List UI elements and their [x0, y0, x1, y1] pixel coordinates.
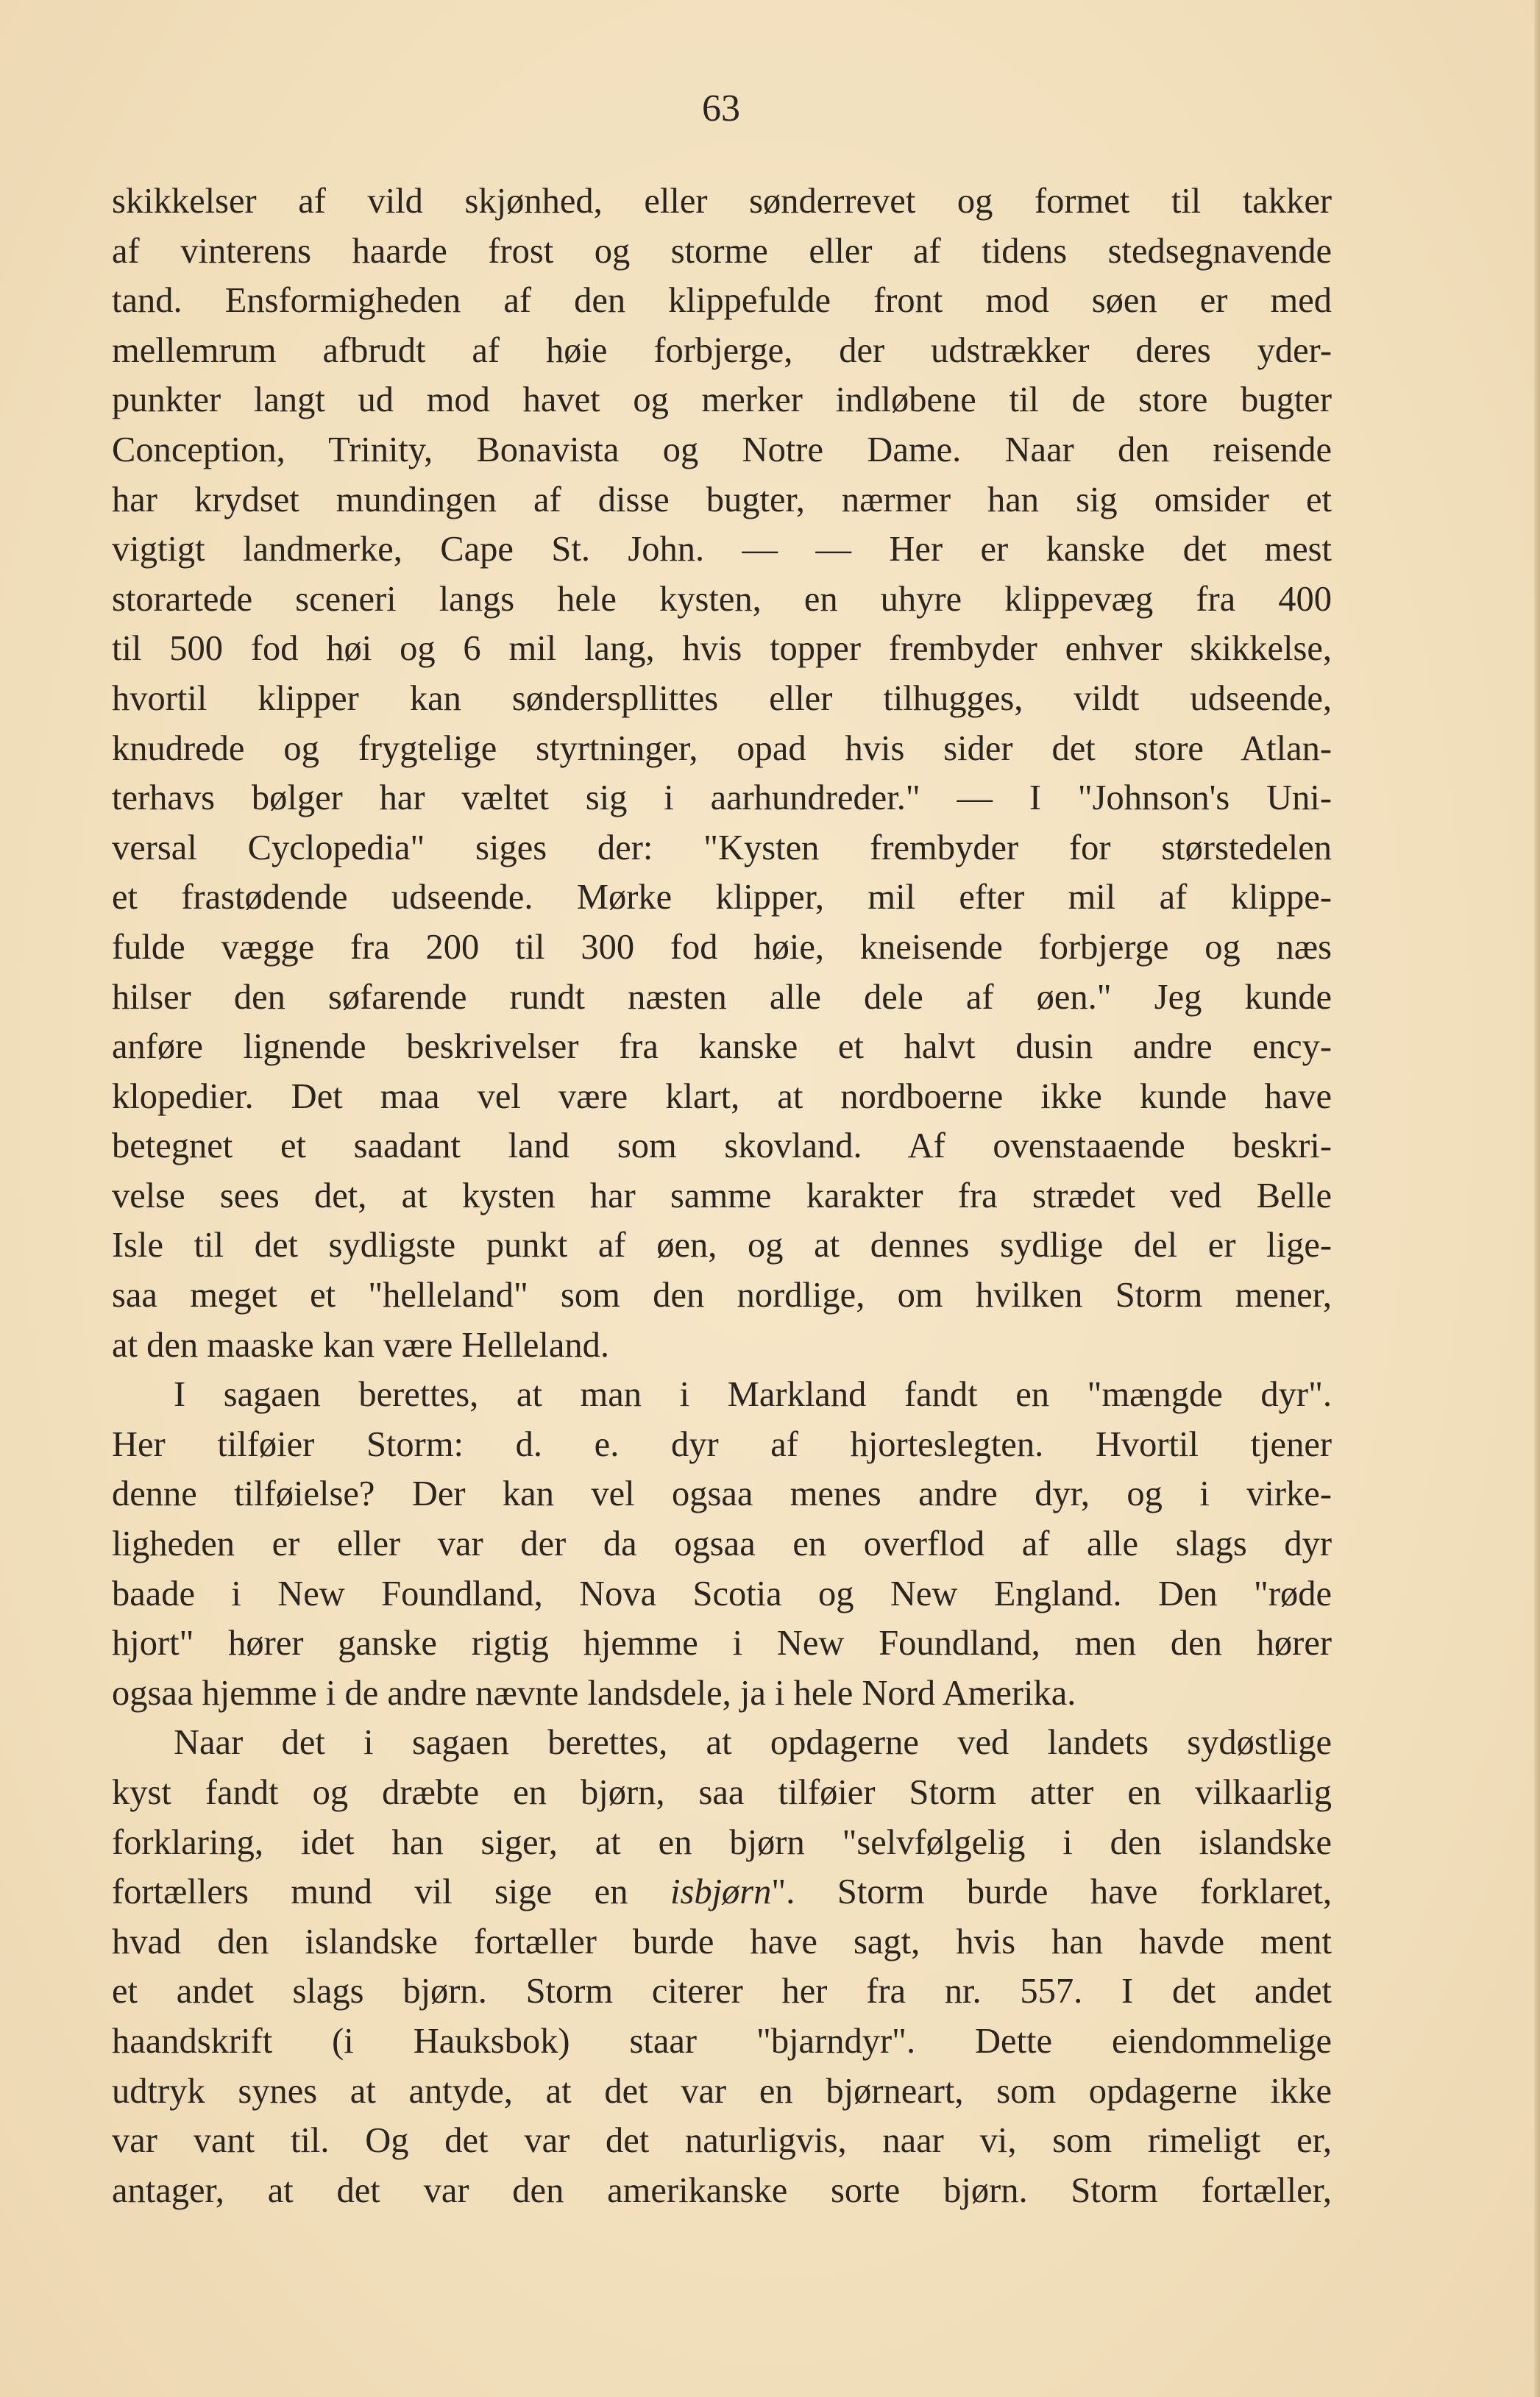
text-line: velse sees det, at kysten har samme karakter fra strædet ved Belle [112, 1176, 1332, 1215]
text-line: klopedier. Det maa vel være klart, at nordboerne ikke kunde have [112, 1076, 1332, 1116]
text-line: storartede sceneri langs hele kysten, en uhyre klippevæg fra 400 [112, 579, 1332, 619]
text-line: et frastødende udseende. Mørke klipper, mil efter mil af klippe- [112, 878, 1332, 917]
text-line: tand. Ensformigheden af den klippefulde front mod søen er med [112, 281, 1332, 321]
paragraph-2 [112, 1370, 1332, 1718]
text-line-with-italic [112, 1867, 1332, 1917]
text-line: at den maaske kan være Helleland. [112, 1325, 610, 1365]
text-line: udtryk synes at antyde, at det var en bjørneart, som opdagerne ikke [112, 2071, 1332, 2111]
text-line: har krydset mundingen af disse bugter, nærmer han sig omsider et [112, 480, 1332, 519]
text-line: Conception, Trinity, Bonavista og Notre Dame. Naar den reisende [112, 430, 1332, 469]
text-line: til 500 fod høi og 6 mil lang, hvis topper frembyder enhver skikkelse, [112, 629, 1332, 669]
text-line: skikkelser af vild skjønhed, eller sønderrevet og formet til takker [112, 182, 1332, 221]
text-line: baade i New Foundland, Nova Scotia og New England. Den "røde [112, 1574, 1332, 1613]
text-line: denne tilføielse? Der kan vel ogsaa menes andre dyr, og i virke- [112, 1474, 1332, 1514]
text-line: I sagaen berettes, at man i Markland fandt en "mængde dyr". [174, 1375, 1332, 1415]
text-line: forklaring, idet han siger, at en bjørn "selvfølgelig i den islandske [112, 1822, 1332, 1862]
text-line: var vant til. Og det var det naturligvis, naar vi, som rimeligt er, [112, 2121, 1332, 2161]
text-line: hjort" hører ganske rigtig hjemme i New Foundland, men den hører [112, 1624, 1332, 1663]
text-line: betegnet et saadant land som skovland. Af ovenstaaende beskri- [112, 1126, 1332, 1166]
text-line: Isle til det sydligste punkt af øen, og at dennes sydlige del er lige- [112, 1226, 1332, 1265]
text-line: versal Cyclopedia" siges der: "Kysten frembyder for størstedelen [112, 828, 1332, 867]
text-line: ligheden er eller var der da ogsaa en overflod af alle slags dyr [112, 1524, 1332, 1564]
italic-word: isbjørn [670, 1872, 772, 1912]
paragraph-3 [112, 1718, 1332, 2215]
text-line: vigtigt landmerke, Cape St. John. — — Her er kanske det mest [112, 530, 1332, 569]
line-text-before: fortællers mund vil sige en [112, 1872, 670, 1912]
body-text [112, 177, 1332, 2215]
text-line: antager, at det var den amerikanske sorte bjørn. Storm fortæller, [112, 2170, 1332, 2210]
text-line: terhavs bølger har væltet sig i aarhundreder." — I "Johnson's Uni- [112, 778, 1332, 818]
line-text-after: ". Storm burde have forklaret, [771, 1872, 1332, 1912]
text-line: hvortil klipper kan sønderspllittes eller tilhugges, vildt udseende, [112, 678, 1332, 718]
text-line: af vinterens haarde frost og storme eller af tidens stedsegnavende [112, 231, 1332, 271]
text-line: fulde vægge fra 200 til 300 fod høie, kneisende forbjerge og næs [112, 927, 1332, 967]
text-line: haandskrift (i Hauksbok) staar "bjarndyr". Dette eiendommelige [112, 2021, 1332, 2061]
text-line: hilser den søfarende rundt næsten alle dele af øen." Jeg kunde [112, 977, 1332, 1017]
page-edge-shadow [1534, 0, 1540, 2397]
text-line: saa meget et "helleland" som den nordlige, om hvilken Storm mener, [112, 1276, 1332, 1315]
text-line: knudrede og frygtelige styrtninger, opad hvis sider det store Atlan- [112, 728, 1332, 768]
paragraph-1 [112, 177, 1332, 1370]
text-line: Her tilføier Storm: d. e. dyr af hjorteslegten. Hvortil tjener [112, 1424, 1332, 1464]
text-line: kyst fandt og dræbte en bjørn, saa tilføier Storm atter en vilkaarlig [112, 1773, 1332, 1812]
text-line: mellemrum afbrudt af høie forbjerge, der udstrækker deres yder- [112, 330, 1332, 370]
text-line: anføre lignende beskrivelser fra kanske et halvt dusin andre ency- [112, 1027, 1332, 1067]
text-line: Naar det i sagaen berettes, at opdagerne ved landets sydøstlige [174, 1723, 1332, 1763]
text-line: et andet slags bjørn. Storm citerer her fra nr. 557. I det andet [112, 1972, 1332, 2011]
text-line: punkter langt ud mod havet og merker indløbene til de store bugter [112, 380, 1332, 420]
page-number: 63 [702, 88, 740, 129]
text-line: hvad den islandske fortæller burde have sagt, hvis han havde ment [112, 1922, 1332, 1961]
text-line: ogsaa hjemme i de andre nævnte landsdele, ja i hele Nord Amerika. [112, 1673, 1076, 1713]
